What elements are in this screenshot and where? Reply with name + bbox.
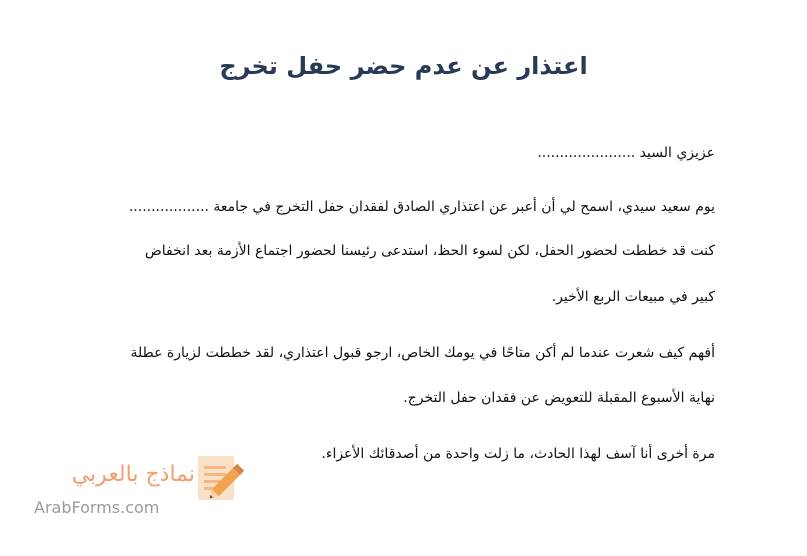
logo-latin-text: ArabForms.com bbox=[34, 498, 160, 517]
letter-line-2: كنت قد خططت لحضور الحفل، لكن لسوء الحظ، استدعى رئيسنا لحضور اجتماع الأزمة بعد انخفاض bbox=[144, 243, 715, 259]
logo-arabic-text: نماذج بالعربي bbox=[71, 462, 195, 487]
letter-greeting: عزيزي السيد ...................... bbox=[537, 145, 715, 161]
letter-line-4: أفهم كيف شعرت عندما لم أكن متاحًا في يومك الخاص، ارجو قبول اعتذاري، لقد خططت لزيارة عطلة bbox=[130, 345, 715, 361]
letter-line-5: نهاية الأسبوع المقبلة للتعويض عن فقدان حفل التخرج. bbox=[403, 390, 715, 406]
letter-line-6: مرة أخرى أنا آسف لهذا الحادث، ما زلت واحدة من أصدقائك الأعزاء. bbox=[321, 446, 715, 462]
letter-line-3: كبير في مبيعات الربع الأخير. bbox=[551, 289, 715, 305]
letter-title: اعتذار عن عدم حضر حفل تخرج bbox=[219, 52, 588, 80]
arabforms-logo[interactable] bbox=[30, 448, 260, 522]
document-pencil-icon bbox=[196, 450, 252, 508]
letter-line-1: يوم سعيد سيدي، اسمح لي أن أعبر عن اعتذاري الصادق لفقدان حفل التخرج في جامعة .................. bbox=[128, 199, 715, 215]
